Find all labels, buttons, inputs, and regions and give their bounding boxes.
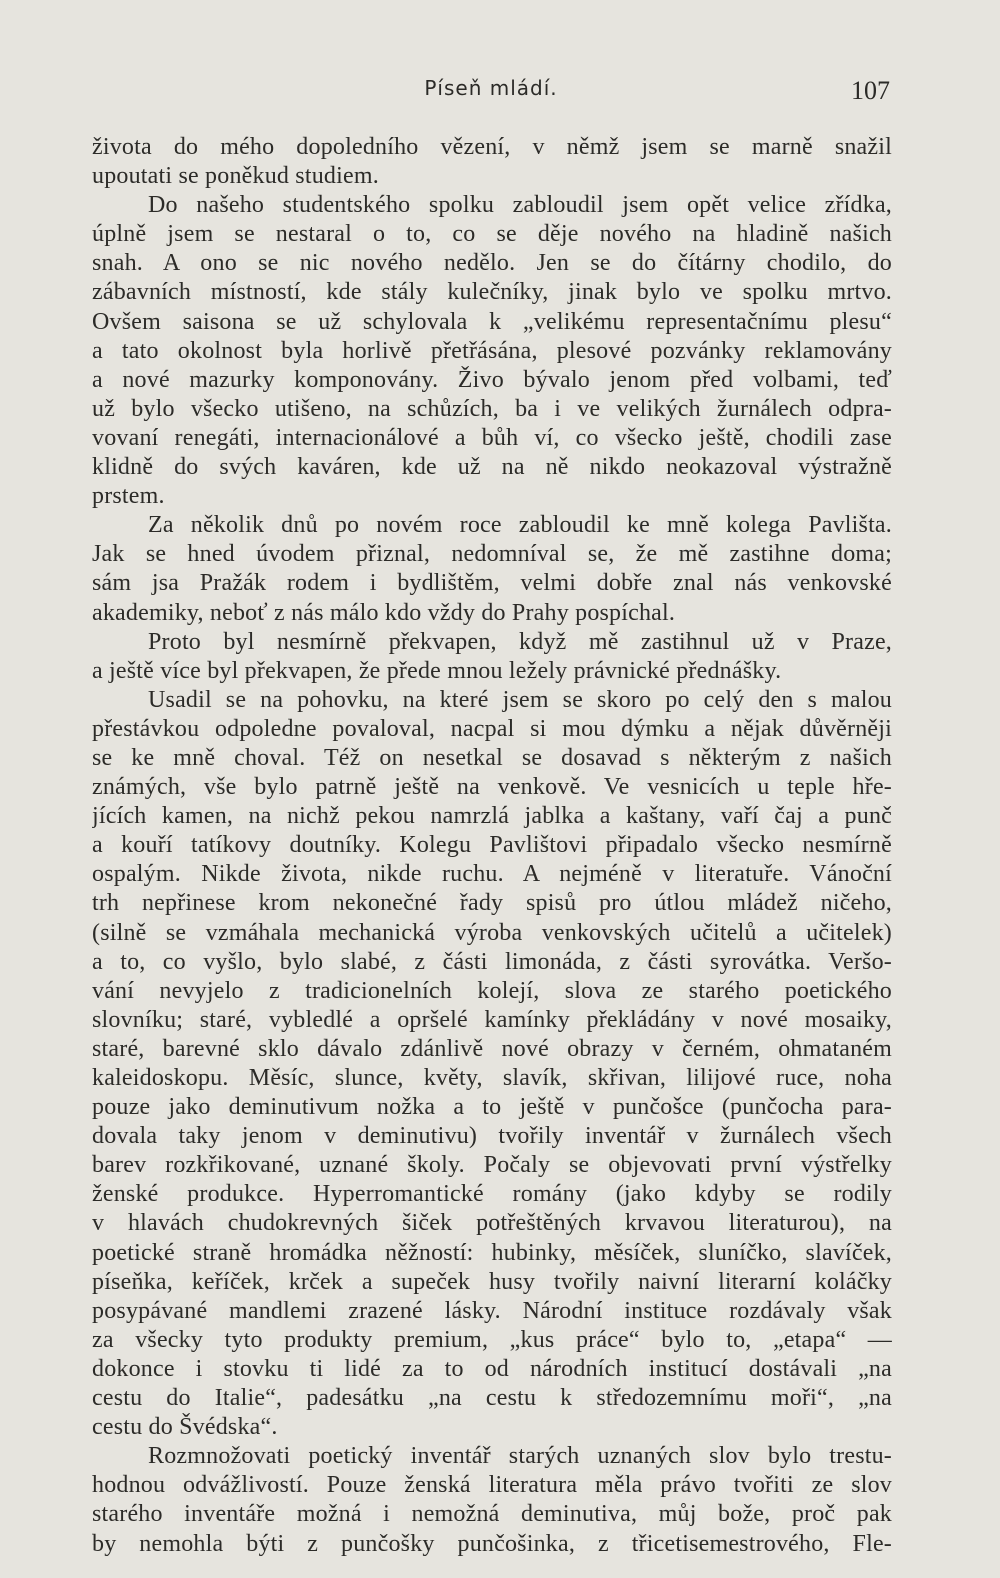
text-line: hodnou odvážlivostí. Pouze ženská literatura měla právo tvořiti ze slov bbox=[92, 1472, 892, 1499]
text-line: Ovšem saisona se už schylovala k „velikému representačnímu plesu“ bbox=[92, 308, 892, 335]
text-line: starého inventáře možná i nemožná deminutiva, můj bože, proč pak bbox=[92, 1501, 892, 1528]
text-line: pouze jako deminutivum nožka a to ještě v punčošce (punčocha para- bbox=[92, 1094, 892, 1121]
text-line: v hlavách chudokrevných šiček potřeštěných krvavou literaturou), na bbox=[92, 1210, 892, 1237]
text-line: Usadil se na pohovku, na které jsem se skoro po celý den s malou bbox=[148, 686, 892, 713]
text-line: života do mého dopoledního vězení, v němž jsem se marně snažil bbox=[92, 134, 892, 160]
text-line: a ještě více byl překvapen, že přede mnou ležely právnické přednášky. bbox=[92, 657, 782, 684]
text-line: a nové mazurky komponovány. Živo bývalo jenom před volbami, teď bbox=[92, 366, 892, 393]
text-line: prstem. bbox=[92, 483, 165, 510]
text-line: klidně do svých kaváren, kde už na ně nikdo neokazoval výstražně bbox=[92, 454, 892, 481]
text-line: a tato okolnost byla horlivě přetřásána, plesové pozvánky reklamovány bbox=[92, 337, 892, 364]
text-line: sám jsa Pražák rodem i bydlištěm, velmi dobře znal nás venkovské bbox=[92, 570, 892, 597]
text-line: dovala taky jenom v deminutivu) tvořily inventář v žurnálech všech bbox=[92, 1123, 892, 1150]
text-line: Rozmnožovati poetický inventář starých uznaných slov bylo trestu- bbox=[148, 1443, 892, 1470]
text-line: cestu do Italie“, padesátku „na cestu k středozemnímu moři“, „na bbox=[92, 1385, 892, 1412]
text-line: a to, co vyšlo, bylo slabé, z části limonáda, z části syrovátka. Veršo- bbox=[92, 948, 892, 975]
text-line: cestu do Švédska“. bbox=[92, 1414, 278, 1441]
body-text bbox=[92, 133, 892, 1559]
text-line: vovaní renegáti, internacionálové a bůh ví, co všecko ještě, chodili zase bbox=[92, 424, 892, 451]
running-head bbox=[92, 76, 890, 110]
text-line: (silně se vzmáhala mechanická výroba venkovských učitelů a učitelek) bbox=[92, 919, 892, 946]
text-line: snah. A ono se nic nového nedělo. Jen se do čítárny chodilo, do bbox=[92, 250, 892, 277]
text-line: by nemohla býti z punčošky punčošinka, z třicetisemestrového, Fle- bbox=[92, 1530, 892, 1557]
text-line: zábavních místností, kde stály kulečníky, jinak bylo ve spolku mrtvo. bbox=[92, 279, 892, 306]
text-line: slovníku; staré, vybledlé a opršelé kamínky překládány v nové mosaiky, bbox=[92, 1006, 892, 1033]
text-line: už bylo všecko utišeno, na schůzích, ba i ve velikých žurnálech odpra- bbox=[92, 395, 892, 422]
text-line: staré, barevné sklo dávalo zdánlivě nové obrazy v černém, ohmataném bbox=[92, 1035, 892, 1062]
text-line: dokonce i stovku ti lidé za to od národních institucí dostávali „na bbox=[92, 1355, 892, 1382]
text-line: za všecky tyto produkty premium, „kus práce“ bylo to, „etapa“ — bbox=[92, 1326, 892, 1353]
text-line: barev rozkřikované, uznané školy. Počaly se objevovati první výstřelky bbox=[92, 1152, 892, 1179]
text-line: akademiky, neboť z nás málo kdo vždy do Prahy pospíchal. bbox=[92, 599, 676, 626]
text-line: píseňka, keříček, krček a supeček husy tvořily naivní literarní koláčky bbox=[92, 1268, 892, 1295]
text-line: a kouří tatíkovy doutníky. Kolegu Pavlištovi připadalo všecko nesmírně bbox=[92, 832, 892, 859]
text-line: úplně jsem se nestaral o to, co se děje nového na hladině našich bbox=[92, 221, 892, 248]
text-line: trh nepřinese krom nekonečné řady spisů pro útlou mládež ničeho, bbox=[92, 890, 892, 917]
text-line: Jak se hned úvodem přiznal, nedomníval se, že mě zastihne doma; bbox=[92, 541, 892, 568]
text-line: Proto byl nesmírně překvapen, když mě zastihnul už v Praze, bbox=[148, 628, 892, 655]
text-line: ženské produkce. Hyperromantické romány (jako kdyby se rodily bbox=[92, 1181, 892, 1208]
text-line: kaleidoskopu. Měsíc, slunce, květy, slavík, skřivan, lilijové ruce, noha bbox=[92, 1065, 892, 1091]
text-line: se ke mně choval. Též on nesetkal se dosavad s některým z našich bbox=[92, 744, 892, 771]
text-line: upoutati se poněkud studiem. bbox=[92, 163, 379, 190]
text-line: ospalým. Nikde života, nikde ruchu. A nejméně v literatuře. Vánoční bbox=[92, 861, 892, 888]
text-line: jících kamen, na nichž pekou namrzlá jablka a kaštany, vaří čaj a punč bbox=[92, 803, 892, 830]
running-title: Píseň mládí. bbox=[424, 76, 558, 100]
text-line: známých, vše bylo patrně ještě na venkově. Ve vesnicích u teple hře- bbox=[92, 774, 892, 801]
text-line: přestávkou odpoledne povaloval, nacpal si mou dýmku a nějak důvěrněji bbox=[92, 715, 892, 742]
page-number: 107 bbox=[851, 76, 890, 105]
text-line: vání nevyjelo z tradicionelních kolejí, slova ze starého poetického bbox=[92, 977, 892, 1004]
text-line: poetické straně hromádka něžností: hubinky, měsíček, sluníčko, slavíček, bbox=[92, 1239, 892, 1266]
text-line: Za několik dnů po novém roce zabloudil ke mně kolega Pavlišta. bbox=[148, 512, 892, 539]
text-line: posypávané mandlemi zrazené lásky. Národní instituce rozdávaly však bbox=[92, 1297, 892, 1324]
text-line: Do našeho studentského spolku zabloudil jsem opět velice zřídka, bbox=[148, 192, 892, 219]
